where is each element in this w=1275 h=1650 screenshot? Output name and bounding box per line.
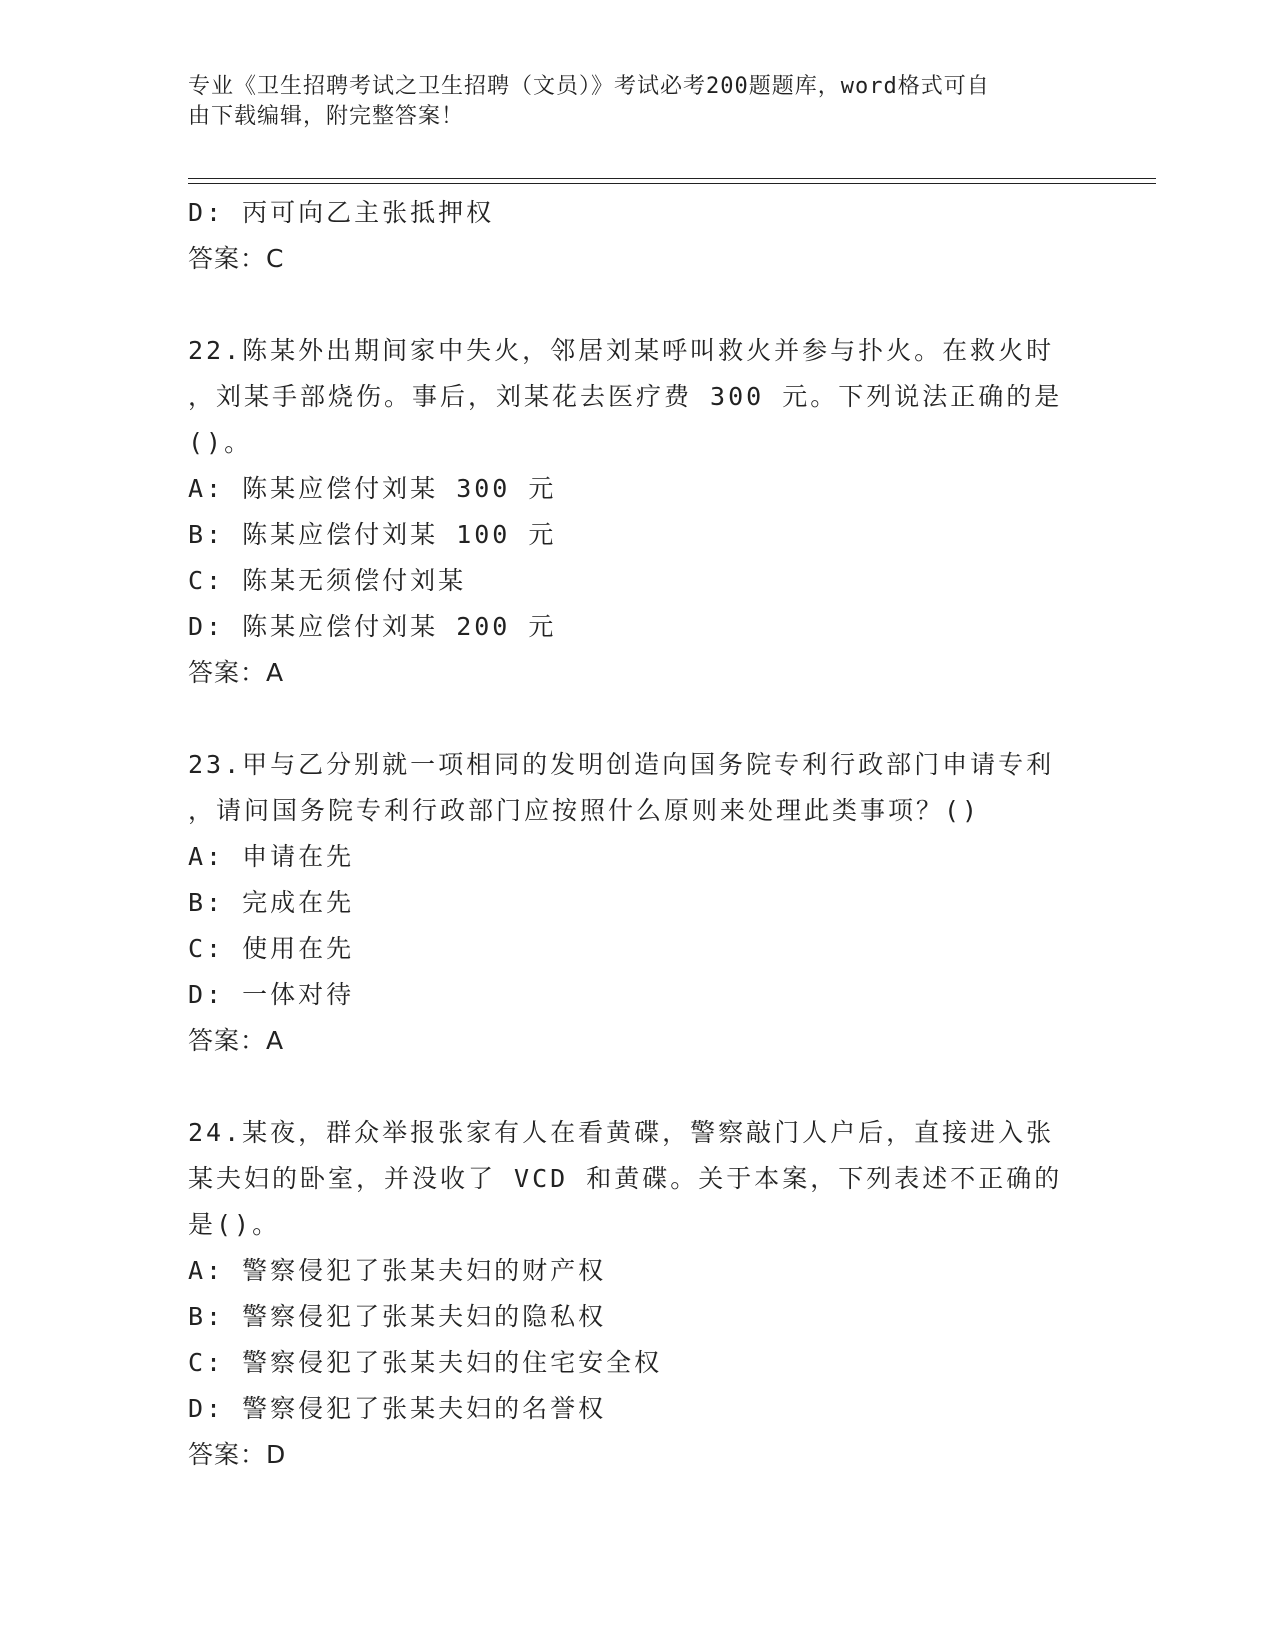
question-24: [188, 1110, 1088, 1478]
answer-line: 答案：C: [188, 244, 285, 273]
header-line-1: 专业《卫生招聘考试之卫生招聘（文员）》考试必考200题题库，word格式可自: [188, 74, 990, 99]
question-line: 24.某夜，群众举报张家有人在看黄碟，警察敲门人户后，直接进入张: [188, 1118, 1055, 1147]
option-d: D: 警察侵犯了张某夫妇的名誉权: [188, 1394, 607, 1423]
spacer: [188, 282, 1088, 328]
option-list: [188, 466, 1088, 650]
option-a: A: 申请在先: [188, 842, 355, 871]
previous-question-tail: [188, 190, 1088, 282]
question-line: ()。: [188, 428, 253, 457]
spacer: [188, 1064, 1088, 1110]
option-b: B: 警察侵犯了张某夫妇的隐私权: [188, 1302, 607, 1331]
question-23: [188, 742, 1088, 1064]
option-c: C: 警察侵犯了张某夫妇的住宅安全权: [188, 1348, 663, 1377]
answer-line: 答案：A: [188, 1026, 285, 1055]
question-22: [188, 328, 1088, 696]
header-line-2: 由下载编辑，附完整答案！: [188, 104, 465, 129]
option-d: D: 丙可向乙主张抵押权: [188, 198, 495, 227]
option-a: A: 陈某应偿付刘某 300 元: [188, 474, 557, 503]
option-c: C: 使用在先: [188, 934, 355, 963]
option-b: B: 完成在先: [188, 888, 355, 917]
answer-line: 答案：A: [188, 658, 285, 687]
option-d: D: 陈某应偿付刘某 200 元: [188, 612, 557, 641]
option-b: B: 陈某应偿付刘某 100 元: [188, 520, 557, 549]
question-line: ，请问国务院专利行政部门应按照什么原则来处理此类事项？(): [188, 796, 981, 825]
question-text: [188, 1110, 1088, 1248]
question-text: [188, 742, 1088, 834]
document-header: [188, 72, 1088, 132]
option-d: D: 一体对待: [188, 980, 355, 1009]
spacer: [188, 696, 1088, 742]
option-list: [188, 1248, 1088, 1432]
option-c: C: 陈某无须偿付刘某: [188, 566, 467, 595]
question-line: 23.甲与乙分别就一项相同的发明创造向国务院专利行政部门申请专利: [188, 750, 1055, 779]
question-list: [188, 190, 1088, 1478]
question-line: 22.陈某外出期间家中失火，邻居刘某呼叫救火并参与扑火。在救火时: [188, 336, 1055, 365]
option-list: [188, 834, 1088, 1018]
option-a: A: 警察侵犯了张某夫妇的财产权: [188, 1256, 607, 1285]
header-divider-top: [188, 178, 1156, 179]
question-line: 是()。: [188, 1210, 281, 1239]
question-text: [188, 328, 1088, 466]
header-divider-bottom: [188, 183, 1156, 184]
question-line: 某夫妇的卧室，并没收了 VCD 和黄碟。关于本案，下列表述不正确的: [188, 1164, 1063, 1193]
question-line: ，刘某手部烧伤。事后，刘某花去医疗费 300 元。下列说法正确的是: [188, 382, 1063, 411]
answer-line: 答案：D: [188, 1440, 287, 1469]
